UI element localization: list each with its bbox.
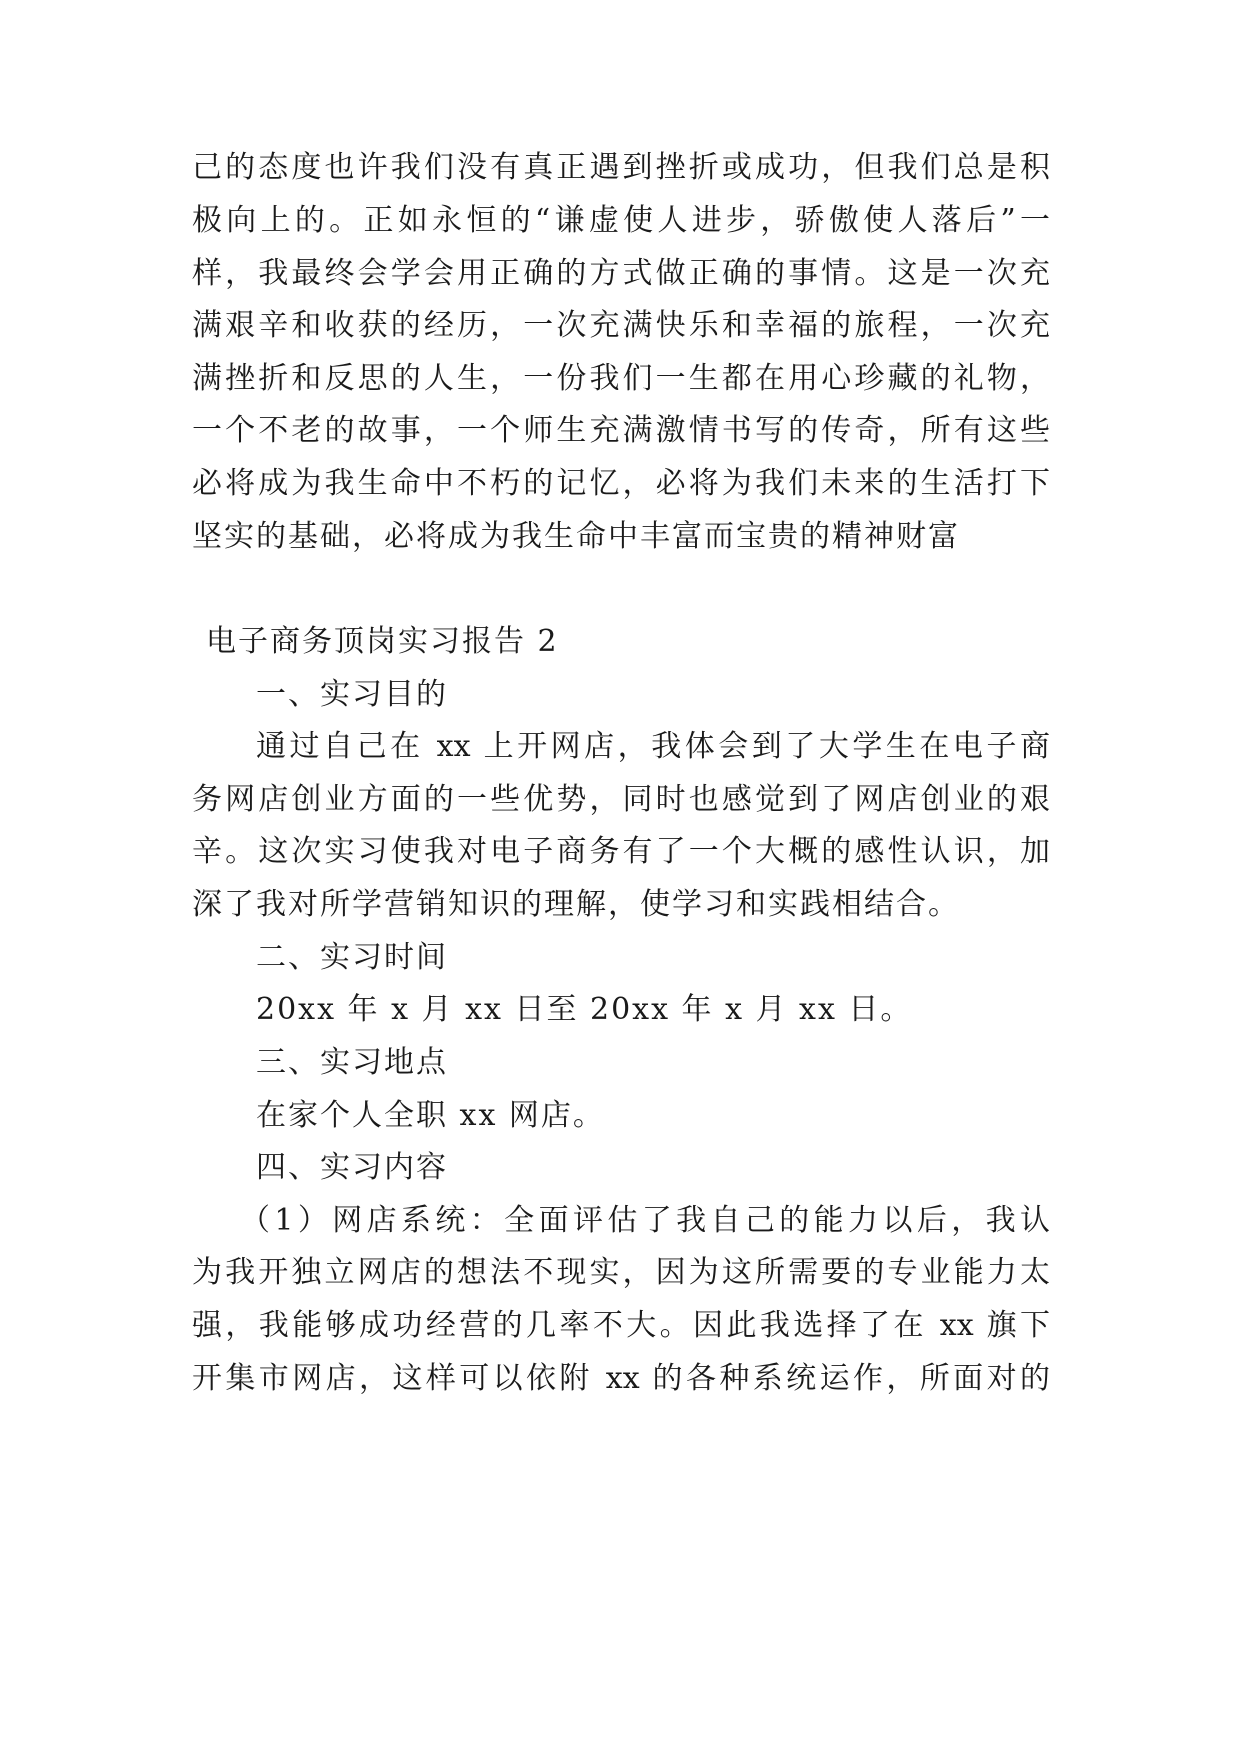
section-heading-content: 四、实习内容	[256, 1150, 448, 1185]
paragraph-line: 坚实的基础，必将成为我生命中丰富而宝贵的精神财富	[192, 519, 960, 554]
paragraph-line: 满艰辛和收获的经历，一次充满快乐和幸福的旅程，一次充	[192, 308, 1050, 343]
paragraph-line: 深了我对所学营销知识的理解，使学习和实践相结合。	[192, 887, 960, 922]
report-title: 电子商务顶岗实习报告 2	[206, 624, 559, 659]
paragraph-line: 样，我最终会学会用正确的方式做正确的事情。这是一次充	[192, 256, 1050, 291]
paragraph-line: （1）网店系统：全面评估了我自己的能力以后，我认	[240, 1203, 1050, 1238]
paragraph-line: 为我开独立网店的想法不现实，因为这所需要的专业能力太	[192, 1255, 1050, 1290]
paragraph-line: 辛。这次实习使我对电子商务有了一个大概的感性认识，加	[192, 834, 1050, 869]
paragraph-line: 务网店创业方面的一些优势，同时也感觉到了网店创业的艰	[192, 782, 1050, 817]
paragraph-line: 极向上的。正如永恒的“谦虚使人进步，骄傲使人落后”一	[192, 203, 1050, 238]
paragraph-line: 强，我能够成功经营的几率不大。因此我选择了在 xx 旗下	[192, 1308, 1050, 1343]
paragraph-line: 己的态度也许我们没有真正遇到挫折或成功，但我们总是积	[192, 150, 1050, 185]
paragraph-line: 一个不老的故事，一个师生充满激情书写的传奇，所有这些	[192, 413, 1050, 448]
place-text: 在家个人全职 xx 网店。	[256, 1098, 605, 1133]
paragraph-line: 开集市网店，这样可以依附 xx 的各种系统运作，所面对的	[192, 1361, 1050, 1396]
section-heading-place: 三、实习地点	[256, 1045, 448, 1080]
paragraph-line: 满挫折和反思的人生，一份我们一生都在用心珍藏的礼物，	[192, 361, 1050, 396]
paragraph-line: 通过自己在 xx 上开网店，我体会到了大学生在电子商	[256, 729, 1050, 764]
section-heading-purpose: 一、实习目的	[256, 677, 448, 712]
paragraph-line: 必将成为我生命中不朽的记忆，必将为我们未来的生活打下	[192, 466, 1050, 501]
time-text: 20xx 年 x 月 xx 日至 20xx 年 x 月 xx 日。	[256, 992, 913, 1027]
section-heading-time: 二、实习时间	[256, 940, 448, 975]
